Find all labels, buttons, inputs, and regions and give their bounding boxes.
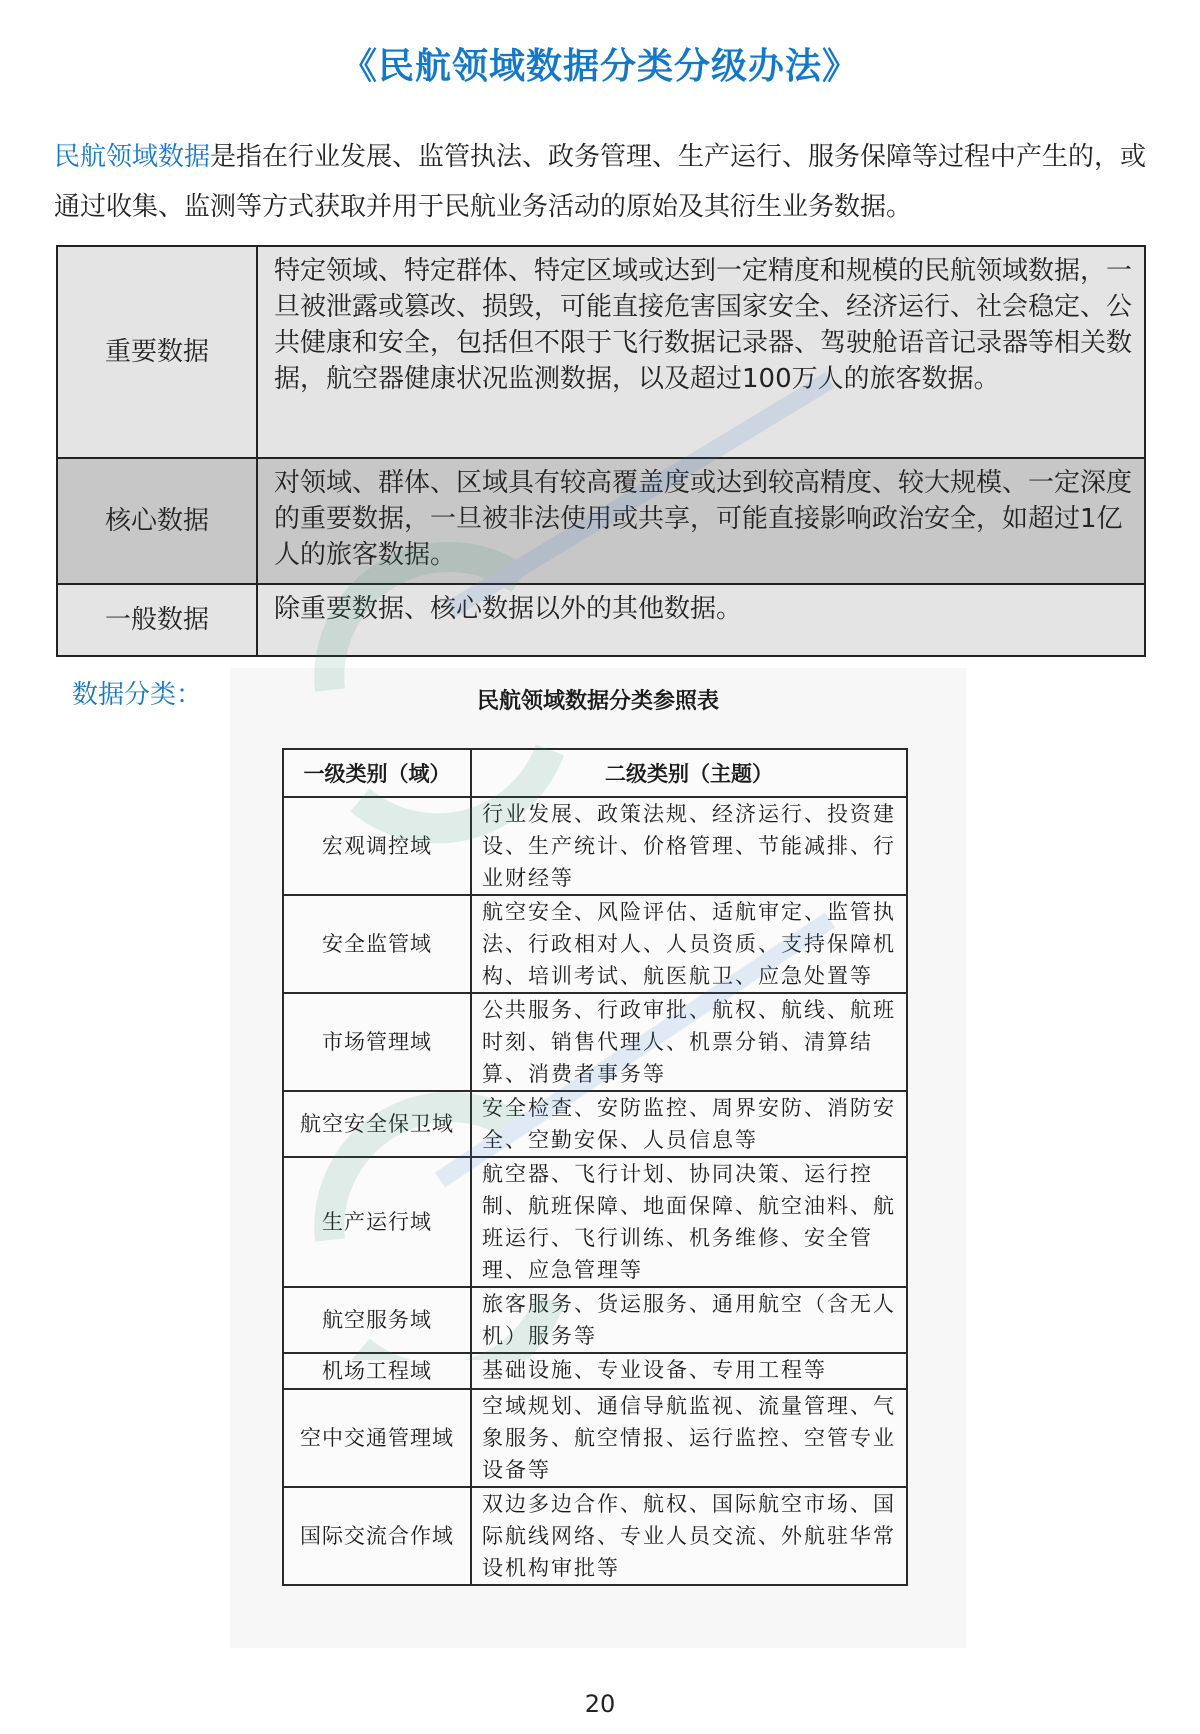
domain-cell: 宏观调控域: [283, 797, 471, 895]
topic-cell: 航空安全、风险评估、适航审定、监管执法、行政相对人、人员资质、支持保障机构、培训考试、航医航卫、应急处置等: [471, 895, 907, 993]
level-row-important: [57, 246, 1145, 458]
level-description: 对领域、群体、区域具有较高覆盖度或达到较高精度、较大规模、一定深度的重要数据，一旦被非法使用或共享，可能直接影响政治安全，如超过1亿人的旅客数据。: [257, 458, 1145, 584]
level-label: 一般数据: [57, 584, 257, 656]
classification-table: [282, 748, 908, 1586]
table-row: [283, 1287, 907, 1353]
topic-cell: 双边多边合作、航权、国际航空市场、国际航线网络、专业人员交流、外航驻华常设机构审批等: [471, 1487, 907, 1585]
level-description: 特定领域、特定群体、特定区域或达到一定精度和规模的民航领域数据，一旦被泄露或篡改、损毁，可能直接危害国家安全、经济运行、社会稳定、公共健康和安全，包括但不限于飞行数据记录器、驾驶舱语音记录器等相关数据，航空器健康状况监测数据，以及超过100万人的旅客数据。: [257, 246, 1145, 458]
column-header-domain: 一级类别（域）: [283, 749, 471, 797]
classification-reference-image: [230, 668, 966, 1648]
level-row-general: [57, 584, 1145, 656]
topic-cell: 旅客服务、货运服务、通用航空（含无人机）服务等: [471, 1287, 907, 1353]
level-description: 除重要数据、核心数据以外的其他数据。: [257, 584, 1145, 656]
intro-highlight: 民航领域数据: [54, 142, 211, 172]
table-row: [283, 1091, 907, 1157]
domain-cell: 空中交通管理域: [283, 1389, 471, 1487]
domain-cell: 国际交流合作域: [283, 1487, 471, 1585]
table-row: [283, 1389, 907, 1487]
intro-paragraph: [54, 132, 1164, 232]
domain-cell: 航空服务域: [283, 1287, 471, 1353]
domain-cell: 市场管理域: [283, 993, 471, 1091]
page-number: 20: [584, 1690, 616, 1718]
topic-cell: 公共服务、行政审批、航权、航线、航班时刻、销售代理人、机票分销、清算结算、消费者事务等: [471, 993, 907, 1091]
table-row: [283, 1157, 907, 1287]
domain-cell: 安全监管域: [283, 895, 471, 993]
topic-cell: 行业发展、政策法规、经济运行、投资建设、生产统计、价格管理、节能减排、行业财经等: [471, 797, 907, 895]
data-level-table: [56, 245, 1146, 657]
table-row: [283, 895, 907, 993]
column-header-topic: 二级类别（主题）: [471, 749, 907, 797]
domain-cell: 生产运行域: [283, 1157, 471, 1287]
topic-cell: 基础设施、专业设备、专用工程等: [471, 1353, 907, 1389]
table-header-row: [283, 749, 907, 797]
intro-text: 是指在行业发展、监管执法、政务管理、生产运行、服务保障等过程中产生的，或通过收集、监测等方式获取并用于民航业务活动的原始及其衍生业务数据。: [54, 142, 1147, 222]
classification-heading: 数据分类：: [72, 680, 203, 710]
table-row: [283, 797, 907, 895]
page-title: 《民航领域数据分类分级办法》: [340, 46, 859, 87]
topic-cell: 安全检查、安防监控、周界安防、消防安全、空勤安保、人员信息等: [471, 1091, 907, 1157]
topic-cell: 航空器、飞行计划、协同决策、运行控制、航班保障、地面保障、航空油料、航班运行、飞行训练、机务维修、安全管理、应急管理等: [471, 1157, 907, 1287]
domain-cell: 航空安全保卫域: [283, 1091, 471, 1157]
topic-cell: 空域规划、通信导航监视、流量管理、气象服务、航空情报、运行监控、空管专业设备等: [471, 1389, 907, 1487]
level-label: 核心数据: [57, 458, 257, 584]
table-row: [283, 1487, 907, 1585]
reference-table-title: 民航领域数据分类参照表: [476, 688, 719, 714]
table-row: [283, 993, 907, 1091]
table-row: [283, 1353, 907, 1389]
level-row-core: [57, 458, 1145, 584]
domain-cell: 机场工程域: [283, 1353, 471, 1389]
level-label: 重要数据: [57, 246, 257, 458]
